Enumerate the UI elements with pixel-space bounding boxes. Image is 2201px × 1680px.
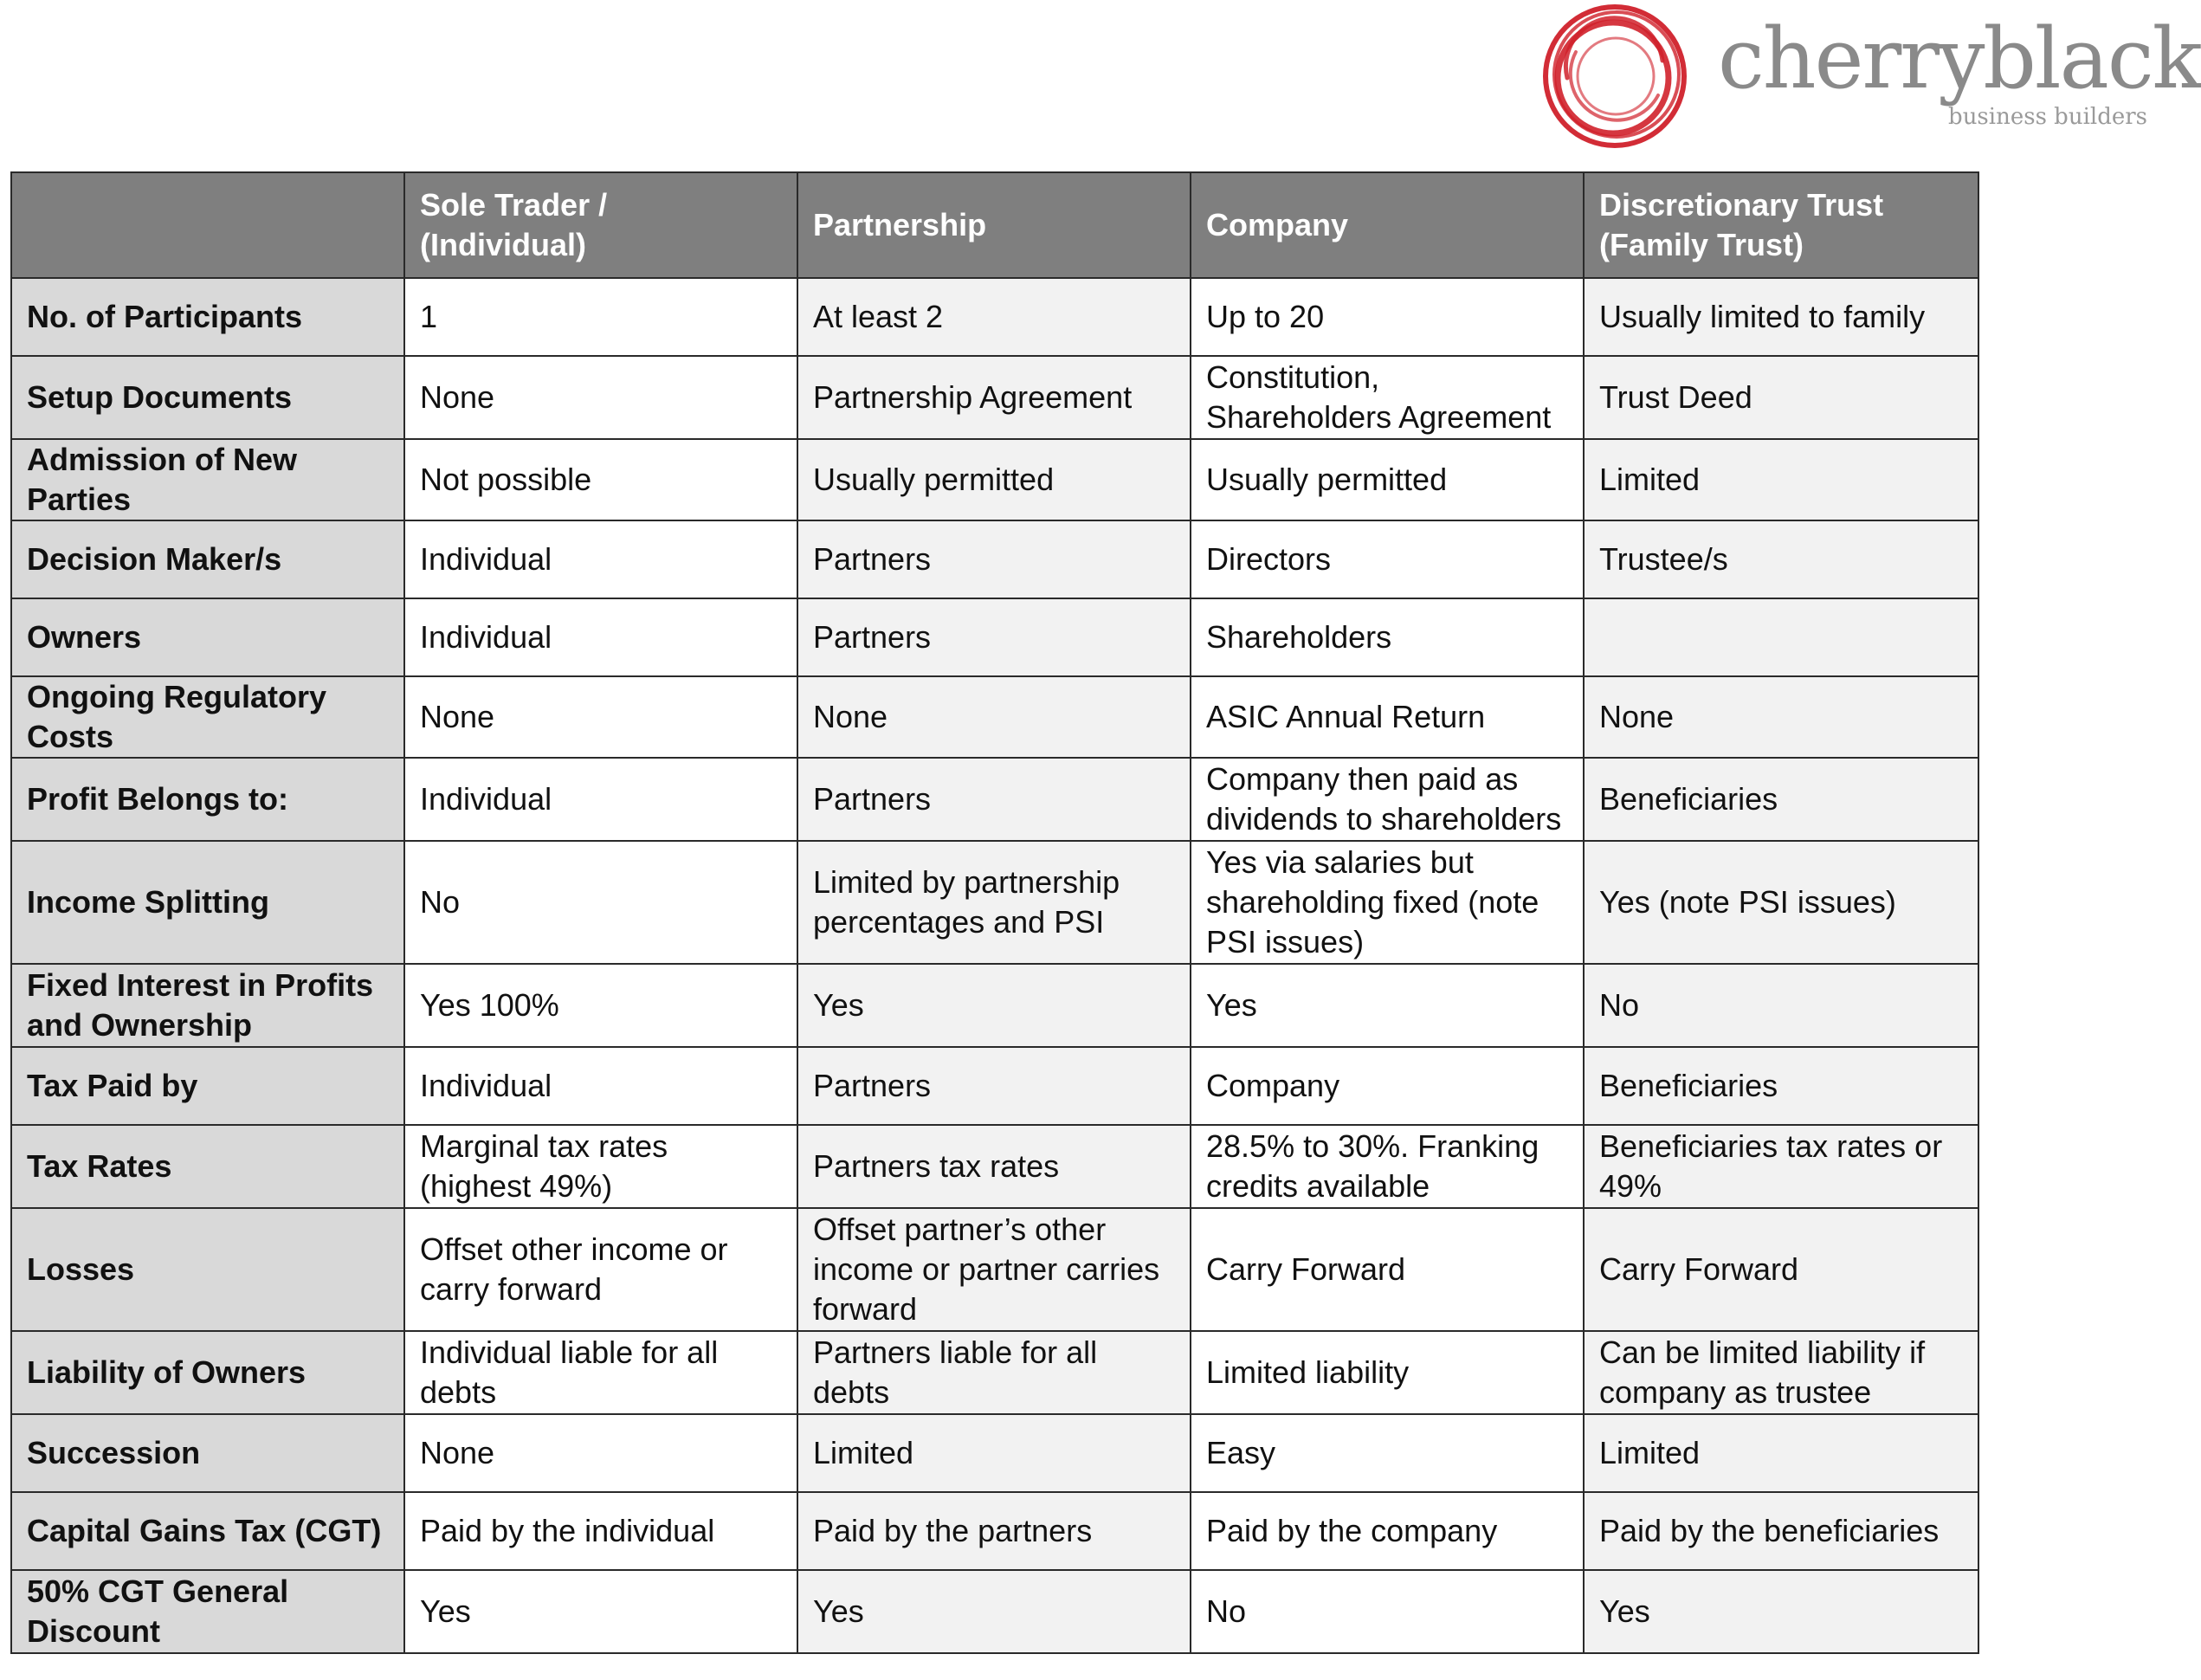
table-cell: Trust Deed [1584,356,1978,439]
table-cell: Company [1191,1047,1584,1125]
cherryblack-logo [1533,0,2201,156]
table-cell: Yes [797,1570,1191,1653]
row-label: Tax Paid by [11,1047,404,1125]
table-row [11,1125,1978,1208]
table-row [11,1414,1978,1492]
table-cell: Partners tax rates [797,1125,1191,1208]
table-cell: 28.5% to 30%. Franking credits available [1191,1125,1584,1208]
table-cell: None [404,1414,797,1492]
table-cell: Constitution, Shareholders Agreement [1191,356,1584,439]
table-cell: Carry Forward [1191,1208,1584,1331]
table-cell: Beneficiaries tax rates or 49% [1584,1125,1978,1208]
table-cell: Beneficiaries [1584,1047,1978,1125]
row-label: Fixed Interest in Profits and Ownership [11,964,404,1047]
table-row [11,598,1978,676]
table-cell: Limited [1584,1414,1978,1492]
table-cell: Yes (note PSI issues) [1584,841,1978,964]
table-row [11,1047,1978,1125]
table-cell: Carry Forward [1584,1208,1978,1331]
table-cell: Usually limited to family [1584,278,1978,356]
table-cell: Partners [797,520,1191,598]
table-cell: 1 [404,278,797,356]
table-cell: Individual [404,598,797,676]
table-cell: Individual [404,520,797,598]
table-cell: Up to 20 [1191,278,1584,356]
table-cell: Usually permitted [797,439,1191,520]
table-cell: Yes via salaries but shareholding fixed (note PSI issues) [1191,841,1584,964]
table-cell: Shareholders [1191,598,1584,676]
table-row [11,676,1978,758]
table-cell: No [1191,1570,1584,1653]
table-cell: None [1584,676,1978,758]
table-row [11,1208,1978,1331]
business-structure-comparison-table [10,171,1979,1654]
table-cell: Yes [1191,964,1584,1047]
brand-tagline: business builders [1948,104,2147,130]
table-cell: None [404,676,797,758]
table-cell: No [404,841,797,964]
column-header: Company [1191,172,1584,278]
table-cell: Yes [1584,1570,1978,1653]
row-label: Capital Gains Tax (CGT) [11,1492,404,1570]
table-cell: Yes [797,964,1191,1047]
table-row [11,758,1978,841]
table-cell: Limited liability [1191,1331,1584,1414]
column-header: Partnership [797,172,1191,278]
table-cell: Yes [404,1570,797,1653]
table-cell: Partners [797,758,1191,841]
table-cell: Directors [1191,520,1584,598]
table-cell: Paid by the beneficiaries [1584,1492,1978,1570]
table-cell: Paid by the individual [404,1492,797,1570]
table-cell: Can be limited liability if company as trustee [1584,1331,1978,1414]
table-cell: Offset other income or carry forward [404,1208,797,1331]
row-label: Succession [11,1414,404,1492]
column-header: Sole Trader / (Individual) [404,172,797,278]
row-label: Setup Documents [11,356,404,439]
table-cell: Offset partner’s other income or partner carries forward [797,1208,1191,1331]
table-cell: Yes 100% [404,964,797,1047]
table-cell: Beneficiaries [1584,758,1978,841]
row-label: No. of Participants [11,278,404,356]
table-cell: Limited [797,1414,1191,1492]
table-cell: None [797,676,1191,758]
table-cell: Paid by the company [1191,1492,1584,1570]
row-label: Tax Rates [11,1125,404,1208]
row-label: Decision Maker/s [11,520,404,598]
row-label: Admission of New Parties [11,439,404,520]
table-row [11,964,1978,1047]
table-cell: None [404,356,797,439]
table-row [11,841,1978,964]
row-label: Liability of Owners [11,1331,404,1414]
row-label: 50% CGT General Discount [11,1570,404,1653]
table-row [11,520,1978,598]
brand-wordmark [1718,10,2201,107]
header-corner-cell [11,172,404,278]
row-label: Ongoing Regulatory Costs [11,676,404,758]
table-cell: No [1584,964,1978,1047]
swirl-logo-icon [1533,0,1697,156]
row-label: Owners [11,598,404,676]
table-cell: Partners [797,598,1191,676]
table-cell: Partners liable for all debts [797,1331,1191,1414]
brand-part2: black [1983,10,2201,107]
table-cell: ASIC Annual Return [1191,676,1584,758]
column-header: Discretionary Trust (Family Trust) [1584,172,1978,278]
row-label: Profit Belongs to: [11,758,404,841]
table-cell: Individual [404,758,797,841]
table-cell: At least 2 [797,278,1191,356]
header-row [11,172,1978,278]
table-cell: Limited [1584,439,1978,520]
row-label: Losses [11,1208,404,1331]
table-row [11,1492,1978,1570]
table-row [11,439,1978,520]
table-cell: Limited by partnership percentages and PSI [797,841,1191,964]
table-cell: Marginal tax rates (highest 49%) [404,1125,797,1208]
table-row [11,1331,1978,1414]
brand-part1: cherry [1718,10,1984,107]
table-cell: Not possible [404,439,797,520]
table-cell [1584,598,1978,676]
table-cell: Trustee/s [1584,520,1978,598]
table-cell: Easy [1191,1414,1584,1492]
table-row [11,356,1978,439]
table-row [11,278,1978,356]
table-cell: Individual [404,1047,797,1125]
table-cell: Paid by the partners [797,1492,1191,1570]
table-cell: Partners [797,1047,1191,1125]
table-cell: Company then paid as dividends to shareholders [1191,758,1584,841]
row-label: Income Splitting [11,841,404,964]
table-cell: Usually permitted [1191,439,1584,520]
table-cell: Partnership Agreement [797,356,1191,439]
table-row [11,1570,1978,1653]
table-cell: Individual liable for all debts [404,1331,797,1414]
